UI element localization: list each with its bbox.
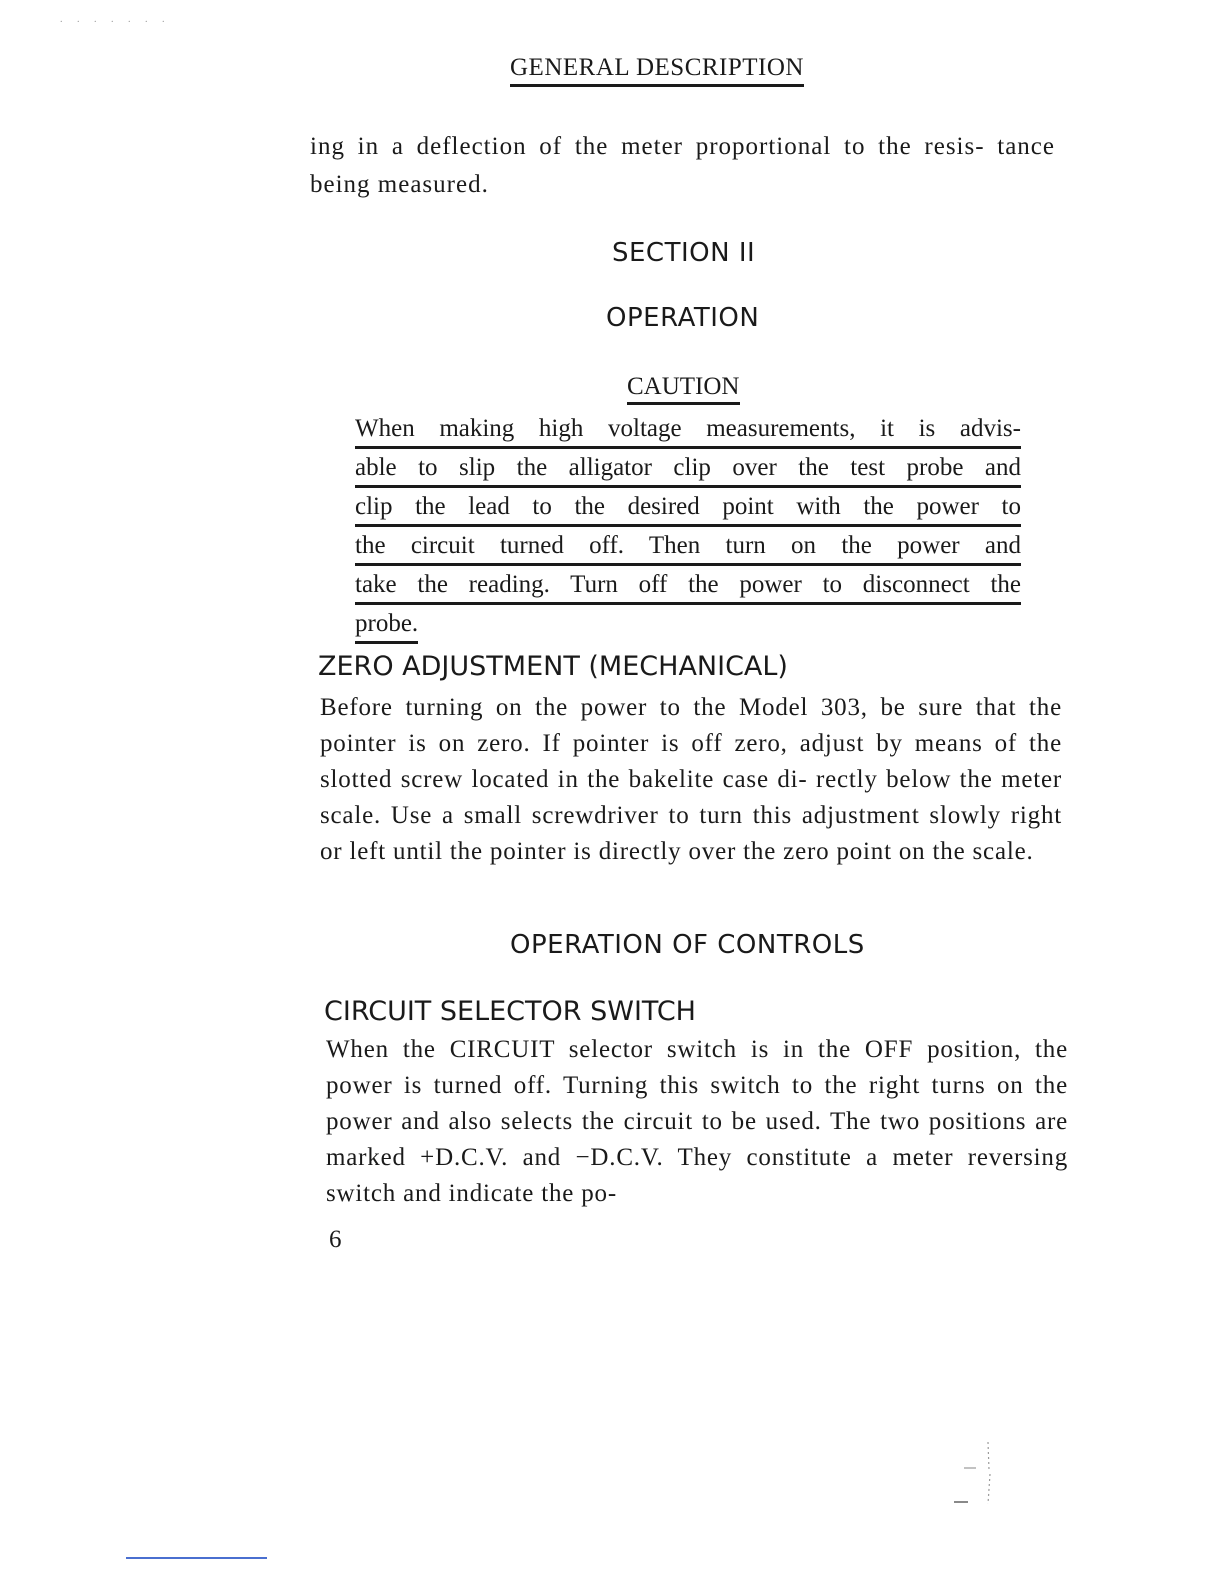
section-title: OPERATION [606,303,760,333]
footer-rule [126,1557,267,1559]
zero-adjustment-body: Before turning on the power to the Model 303, be sure that the pointer is on zero. If pointer is off zero, adjust by means of the slotted screw located in the bakelite case di- rectly below the meter scale. Use a small screwdriver to turn this adjustment slowly right or left until the pointer is directly over the zero point on the scale. [320,694,1062,865]
caution-line: take the reading. Turn off the power to disconnect the [355,568,1021,605]
scan-noise-dots: . . . . . . . [60,14,171,25]
caution-box [355,412,1021,651]
caution-line: able to slip the alligator clip over the test probe and [355,451,1021,488]
intro-paragraph: ing in a deflection of the meter proportional to the resis- tance being measured. [310,133,1055,198]
running-header: GENERAL DESCRIPTION [510,54,804,87]
zero-adjustment-heading: ZERO ADJUSTMENT (MECHANICAL) [318,651,788,682]
circuit-selector-body: When the CIRCUIT selector switch is in the OFF position, the power is turned off. Turning this switch to the right turns on the power and also selects the circuit to be used. The two positions are marked +D.C.V. and −D.C.V. They constitute a meter reversing switch and indicate the po- [326,1036,1068,1207]
page-number: 6 [329,1226,342,1253]
caution-line: When making high voltage measurements, it is advis- [355,412,1021,449]
caution-line: probe. [355,607,418,644]
operation-of-controls-heading: OPERATION OF CONTROLS [510,930,865,960]
section-number: SECTION II [612,238,756,268]
caution-line: the circuit turned off. Then turn on the power and [355,529,1021,566]
caution-title: CAUTION [627,373,740,405]
caution-line: clip the lead to the desired point with the power to [355,490,1021,527]
circuit-selector-heading: CIRCUIT SELECTOR SWITCH [324,996,696,1027]
scan-noise-marks [950,1440,1010,1510]
